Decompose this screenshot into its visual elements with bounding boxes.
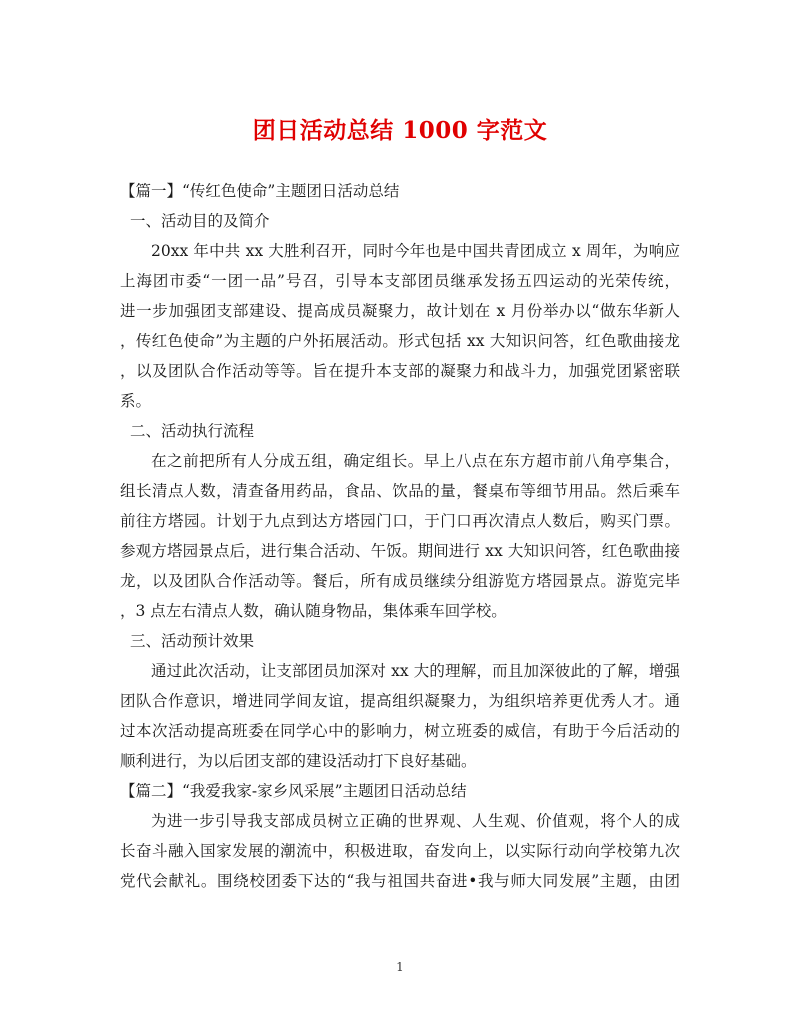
paragraph-line: 进一步加强团支部建设、提高成员凝聚力，故计划在 x 月份举办以“做东华新人 bbox=[120, 302, 680, 320]
paragraph-line: 20xx 年中共 xx 大胜利召开，同时今年也是中国共青团成立 x 周年，为响应 bbox=[151, 242, 680, 260]
paragraph-line: 上海团市委“一团一品”号召，引导本支部团员继承发扬五四运动的光荣传统， bbox=[120, 272, 680, 290]
paragraph-line: 顺利进行，为以后团支部的建设活动打下良好基础。 bbox=[120, 752, 477, 770]
paragraph-line: 党代会献礼。围绕校团委下达的“我与祖国共奋进•我与师大同发展”主题，由团 bbox=[120, 872, 680, 890]
document-body bbox=[120, 176, 680, 896]
paragraph-line: 长奋斗融入国家发展的潮流中，积极进取，奋发向上，以实际行动向学校第九次 bbox=[120, 842, 680, 860]
paragraph-line: 参观方塔园景点后，进行集合活动、午饭。期间进行 xx 大知识问答，红色歌曲接 bbox=[120, 542, 680, 560]
subsection-heading: 三、活动预计效果 bbox=[130, 632, 255, 650]
paragraph-line: ，3 点左右清点人数，确认随身物品，集体乘车回学校。 bbox=[120, 602, 507, 620]
document-title: 团日活动总结 1000 字范文 bbox=[252, 117, 548, 144]
subsection-heading: 二、活动执行流程 bbox=[130, 422, 255, 440]
paragraph-line: 为进一步引导我支部成员树立正确的世界观、人生观、价值观，将个人的成 bbox=[151, 812, 680, 830]
paragraph-line: 在之前把所有人分成五组，确定组长。早上八点在东方超市前八角亭集合， bbox=[151, 452, 680, 470]
page-number: 1 bbox=[396, 960, 404, 974]
subsection-heading: 一、活动目的及简介 bbox=[130, 212, 270, 230]
paragraph-line: 过本次活动提高班委在同学心中的影响力，树立班委的威信，有助于今后活动的 bbox=[120, 722, 680, 740]
section-heading: 【篇一】“传红色使命”主题团日活动总结 bbox=[120, 182, 400, 200]
paragraph-line: 前往方塔园。计划于九点到达方塔园门口，于门口再次清点人数后，购买门票。 bbox=[120, 512, 680, 530]
paragraph-line: 龙，以及团队合作活动等。餐后，所有成员继续分组游览方塔园景点。游览完毕 bbox=[120, 572, 680, 590]
paragraph-line: 通过此次活动，让支部团员加深对 xx 大的理解，而且加深彼此的了解，增强 bbox=[151, 662, 680, 680]
paragraph-line: ，以及团队合作活动等等。旨在提升本支部的凝聚力和战斗力，加强党团紧密联 bbox=[120, 362, 680, 380]
section-heading: 【篇二】“我爱我家-家乡风采展”主题团日活动总结 bbox=[120, 782, 467, 800]
paragraph-line: 系。 bbox=[120, 392, 152, 410]
paragraph-line: ，传红色使命”为主题的户外拓展活动。形式包括 xx 大知识问答，红色歌曲接龙 bbox=[120, 332, 680, 350]
paragraph-line: 团队合作意识，增进同学间友谊，提高组织凝聚力，为组织培养更优秀人才。通 bbox=[120, 692, 680, 710]
paragraph-line: 组长清点人数，清查备用药品，食品、饮品的量，餐桌布等细节用品。然后乘车 bbox=[120, 482, 680, 500]
